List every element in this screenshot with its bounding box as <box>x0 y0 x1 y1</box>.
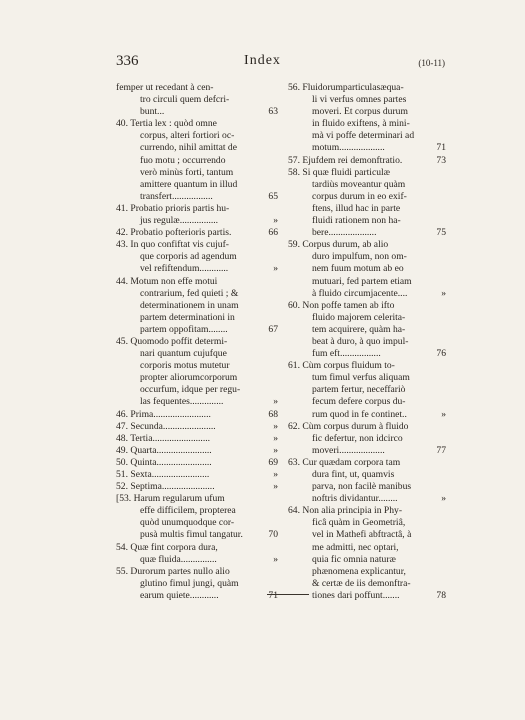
entry-line: tum fimul verfus aliquam <box>312 372 410 384</box>
entry-line: [53. Harum regularum ufum <box>116 493 225 505</box>
entry-line: me admitti, nec optari, <box>312 541 399 553</box>
index-entry <box>116 493 278 541</box>
end-rule <box>267 594 309 595</box>
entry-page-ref: 71 <box>436 142 446 154</box>
entry-line: in fluido exiftens, à mini- <box>312 118 410 130</box>
entry-line: à fluido circumjacente.... <box>312 287 408 299</box>
entry-page-ref: 73 <box>436 154 446 166</box>
entry-line: jus regulæ................ <box>140 215 219 227</box>
entry-line: ficâ quàm in Geometriâ, <box>312 517 406 529</box>
entry-page-ref: » <box>273 444 278 456</box>
entry-page-ref: 66 <box>268 227 278 239</box>
index-entry <box>288 505 446 602</box>
entry-page-ref: 69 <box>268 456 278 468</box>
entry-line: tiones dari poffunt....... <box>312 589 400 601</box>
entry-line: verò minùs forti, tantum <box>140 166 234 178</box>
entry-line: 57. Ejufdem rei demonftratio. <box>288 154 403 166</box>
index-entry <box>288 82 446 155</box>
entry-line: nari quantum cujufque <box>140 348 227 360</box>
index-entry <box>116 118 278 203</box>
entry-line: 44. Motum non effe motui <box>116 275 218 287</box>
index-entry <box>116 445 278 457</box>
index-entry <box>116 421 278 433</box>
entry-line: 54. Quæ fint corpora dura, <box>116 541 218 553</box>
entry-line: 64. Non alia principia in Phy- <box>288 505 403 517</box>
entry-line: moveri. Et corpus durum <box>312 106 408 118</box>
entry-line: determinationem in unam <box>140 299 239 311</box>
entry-line: 59. Corpus durum, ab alio <box>288 239 389 251</box>
entry-page-ref: 63 <box>268 106 278 118</box>
entry-line: duro impulfum, non om- <box>312 251 407 263</box>
entry-line: partem determinationi in <box>140 311 235 323</box>
entry-line: partem oppofitam........ <box>140 323 228 335</box>
index-entry <box>116 203 278 227</box>
entry-line: bunt... <box>140 106 165 118</box>
entry-line: 51. Sexta........................ <box>116 469 210 480</box>
index-entry <box>116 82 278 118</box>
index-entry <box>116 457 278 469</box>
entry-line: phænomena explicantur, <box>312 565 406 577</box>
entry-line: 42. Probatio pofterioris partis. <box>116 227 232 239</box>
entry-line: 43. In quo confiftat vis cujuf- <box>116 239 229 251</box>
entry-line: effe difficilem, propterea <box>140 505 236 517</box>
index-column-left <box>116 82 278 602</box>
entry-line: moveri................... <box>312 444 385 456</box>
entry-line: ftens, illud hac in parte <box>312 202 401 214</box>
entry-line: parva, non facilè manibus <box>312 481 412 493</box>
entry-line: 58. Si quæ fluidi particulæ <box>288 166 391 178</box>
entry-line: quia fic omnia naturæ <box>312 553 396 565</box>
entry-line: 61. Cùm corpus fluidum to- <box>288 360 395 372</box>
index-entry <box>116 481 278 493</box>
page-title: Index <box>244 53 281 68</box>
entry-page-ref: » <box>273 420 278 432</box>
entry-page-ref: » <box>273 481 278 493</box>
entry-page-ref: 76 <box>436 348 446 360</box>
entry-line: 52. Septima...................... <box>116 481 215 493</box>
entry-line: fuo motu ; occurrendo <box>140 154 226 166</box>
entry-page-ref: 75 <box>436 227 446 239</box>
entry-line: fum eft................. <box>312 348 381 360</box>
entry-line: fic defertur, non idcirco <box>312 432 403 444</box>
index-entry <box>116 227 278 239</box>
entry-line: bere.................... <box>312 227 377 239</box>
entry-line: 55. Durorum partes nullo alio <box>116 565 230 577</box>
entry-line: 60. Non poffe tamen ab ifto <box>288 299 395 311</box>
index-entry <box>116 409 278 421</box>
entry-page-ref: » <box>441 287 446 299</box>
entry-line: beat à duro, à quo impul- <box>312 335 409 347</box>
entry-page-ref: 77 <box>436 444 446 456</box>
page-number: 336 <box>116 53 139 69</box>
index-entry <box>288 457 446 505</box>
entry-line: 50. Quinta....................... <box>116 456 212 468</box>
entry-line: nem fuum motum ab eo <box>312 263 404 275</box>
entry-line: pusà multis fimul tangatur. <box>140 529 243 541</box>
section-range: (10-11) <box>418 58 445 68</box>
entry-page-ref: » <box>273 396 278 408</box>
entry-line: 49. Quarta....................... <box>116 444 212 456</box>
index-entry <box>288 360 446 420</box>
entry-line: 62. Cùm corpus durum à fluido <box>288 420 409 432</box>
index-entry <box>288 421 446 457</box>
index-entry <box>288 167 446 240</box>
entry-page-ref: 78 <box>436 589 446 601</box>
index-entry <box>116 276 278 336</box>
entry-line: mutuari, fed partem etiam <box>312 275 412 287</box>
entry-line: 56. Fluidorumparticulasæqua- <box>288 82 404 93</box>
entry-line: 47. Secunda...................... <box>116 420 216 432</box>
entry-page-ref: » <box>273 432 278 444</box>
index-entry <box>116 566 278 602</box>
index-entry <box>116 542 278 566</box>
entry-line: 48. Tertia........................ <box>116 432 211 444</box>
entry-line: fluidi rationem non ha- <box>312 215 401 227</box>
entry-line: rum quod in fe continet.. <box>312 408 407 420</box>
entry-line: contrarium, fed quieti ; & <box>140 287 239 299</box>
entry-page-ref: » <box>441 408 446 420</box>
entry-line: tro circuli quem defcri- <box>140 94 230 106</box>
entry-line: femper ut recedant à cen- <box>116 82 214 93</box>
entry-page-ref: » <box>273 469 278 480</box>
entry-line: earum quiete............ <box>140 589 219 601</box>
entry-line: occurfum, idque per regu- <box>140 384 241 396</box>
entry-line: fecum defere corpus du- <box>312 396 406 408</box>
entry-page-ref: 68 <box>268 408 278 420</box>
index-entry <box>288 300 446 360</box>
index-entry <box>116 469 278 481</box>
entry-line: 45. Quomodo poffit determi- <box>116 335 228 347</box>
entry-line: li vi verfus omnes partes <box>312 94 407 106</box>
index-entry <box>116 433 278 445</box>
entry-line: & certæ de iis demonftra- <box>312 577 411 589</box>
entry-line: quæ fluida............... <box>140 553 217 565</box>
entry-page-ref: 71 <box>268 589 278 601</box>
entry-page-ref: » <box>441 493 446 505</box>
entry-line: 41. Probatio prioris partis hu- <box>116 202 230 214</box>
entry-line: amittere quantum in illud <box>140 178 238 190</box>
entry-line: vel in Mathefi abftractâ, à <box>312 529 412 541</box>
entry-line: corporis motus mutetur <box>140 360 230 372</box>
index-entry <box>116 239 278 275</box>
entry-line: que corporis ad agendum <box>140 251 237 263</box>
entry-line: mà vi poffe determinari ad <box>312 130 415 142</box>
entry-page-ref: » <box>273 215 278 227</box>
entry-page-ref: 67 <box>268 323 278 335</box>
entry-line: propter aliorumcorporum <box>140 372 238 384</box>
entry-line: corpus durum in eo exif- <box>312 190 407 202</box>
entry-line: tardiùs moveantur quàm <box>312 178 406 190</box>
index-column-right <box>288 82 446 602</box>
entry-page-ref: 70 <box>268 529 278 541</box>
entry-line: motum................... <box>312 142 385 154</box>
entry-line: vel refiftendum............ <box>140 263 229 275</box>
entry-line: tem acquirere, quàm ha- <box>312 323 406 335</box>
entry-line: 63. Cur quædam corpora tam <box>288 456 401 468</box>
entry-line: fluido majorem celerita- <box>312 311 406 323</box>
entry-line: dura fint, ut, quamvis <box>312 469 395 480</box>
entry-page-ref: » <box>273 263 278 275</box>
entry-line: 46. Prima........................ <box>116 408 211 420</box>
entry-line: glutino fimul jungi, quàm <box>140 577 239 589</box>
index-entry <box>288 155 446 167</box>
index-entry <box>116 336 278 409</box>
entry-line: las fequentes.............. <box>140 396 224 408</box>
entry-line: 40. Tertia lex : quòd omne <box>116 118 217 130</box>
entry-page-ref: » <box>273 553 278 565</box>
entry-page-ref: 65 <box>268 190 278 202</box>
entry-line: quòd unumquodque cor- <box>140 517 235 529</box>
entry-line: transfert................. <box>140 190 213 202</box>
entry-line: noftris dividantur........ <box>312 493 398 505</box>
entry-line: partem fertur, neceffariò <box>312 384 406 396</box>
entry-line: currendo, nihil amittat de <box>140 142 237 154</box>
entry-line: corpus, alteri fortiori oc- <box>140 130 235 142</box>
index-entry <box>288 239 446 299</box>
